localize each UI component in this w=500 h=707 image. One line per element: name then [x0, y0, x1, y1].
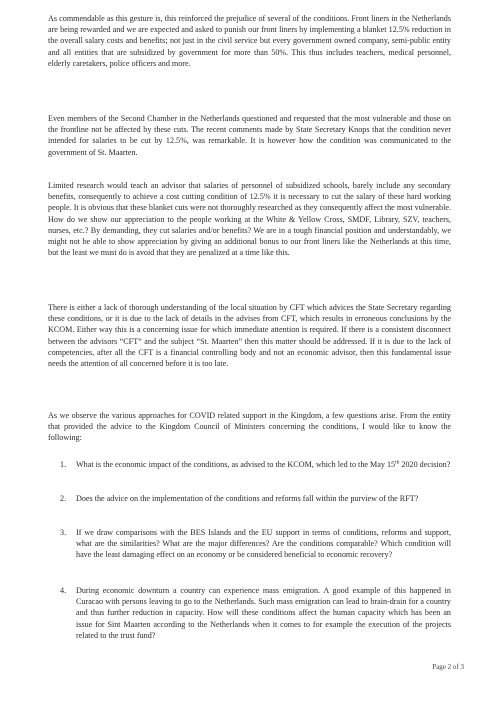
paragraph-5: As we observe the various approaches for COVID related support in the Kingdom, a few questions arise. From the entity that provided the advice to the Kingdom Council of Ministers concerning the conditions, I would like to know the following: — [48, 411, 451, 443]
paragraph-2: Even members of the Second Chamber in the Netherlands questioned and requested that the most vulnerable and those on the frontline not be affected by these cuts. The recent comments made by State Secretary Knops that the condition never intended for salaries to be cut by 12.5%, was remarkable. It is however how the condition was communicated to the government of St. Maarten. — [48, 114, 451, 157]
question-text: Does the advice on the implementation of the conditions and reforms fall within the purview of the RFT? — [76, 494, 419, 503]
question-number: 4. — [60, 586, 67, 595]
question-number: 3. — [60, 528, 67, 537]
question-4 — [60, 585, 451, 641]
question-text: During economic downturn a country can experience mass emigration. A good example of this happened in Curacao with persons leaving to go to the Netherlands. Such mass emigration can lead to brain-drain for a country and thus further reduction in capacity. How will these conditions affect the human capacity which has been an issue for Sint Maarten according to the Netherlands when it comes to for example the execution of the projects related to the trust fund? — [76, 586, 451, 640]
paragraph-3: Limited research would teach an advisor that salaries of personnel of subsidized schools, barely include any secondary benefits, consequently to achieve a cost cutting condition of 12.5% it is necessary to cut the salary of these hard working people. It is obvious that these blanket cuts were not thoroughly researched as they consequently affect the most vulnerable. How do we show our appreciation to the people working at the White & Yellow Cross, SMDF, Library, SZV, teachers, nurses, etc.? By demanding, they cut salaries and/or benefits? We are in a tough financial position and understandably, we might not be able to show appreciation by giving an additional bonus to our front liners like the Netherlands at this time, but the least we must do is avoid that they are penalized at a time like this. — [48, 181, 451, 258]
question-number: 1. — [60, 460, 67, 469]
question-2 — [60, 493, 451, 504]
question-1 — [60, 459, 451, 470]
paragraph-4: There is either a lack of thorough understanding of the local situation by CFT which advices the State Secretary regarding these conditions, or it is due to the lack of details in the advises from CFT, which results in erroneous conclusions by the KCOM. Either way this is a concerning issue for which immediate attention is required. If there is a consistent disconnect between the advisors “CFT” and the subject “St. Maarten” then this matter should be addressed. If it is due to the lack of competencies, after all the CFT is a financial controlling body and not an economic advisor, then this fundamental issue needs the attention of all concerned before it is too late. — [48, 303, 451, 369]
paragraph-1: As commendable as this gesture is, this reinforced the prejudice of several of the conditions. Front liners in the Netherlands are being rewarded and we are expected and asked to punish our front liners by implementing a blanket 12.5% reduction in the overall salary costs and benefits; not just in the civil service but every government owned company, semi-public entity and all entities that are subsidized by government for more than 50%. This thus includes teachers, medical personnel, elderly caretakers, police officers and more. — [48, 14, 451, 68]
page-number: Page 2 of 3 — [432, 663, 464, 671]
question-text: If we draw comparisons with the BES Islands and the EU support in terms of conditions, reforms and support, what are the similarities? What are the major differences? Are the conditions comparable? Which condition will have the least damaging effect on an economy or be considered beneficial to economic recovery? — [76, 528, 451, 560]
question-3 — [60, 527, 451, 561]
question-number: 2. — [60, 494, 67, 503]
question-text: What is the economic impact of the conditions, as advised to the KCOM, which led to the May 15th 2020 decision? — [76, 459, 451, 469]
